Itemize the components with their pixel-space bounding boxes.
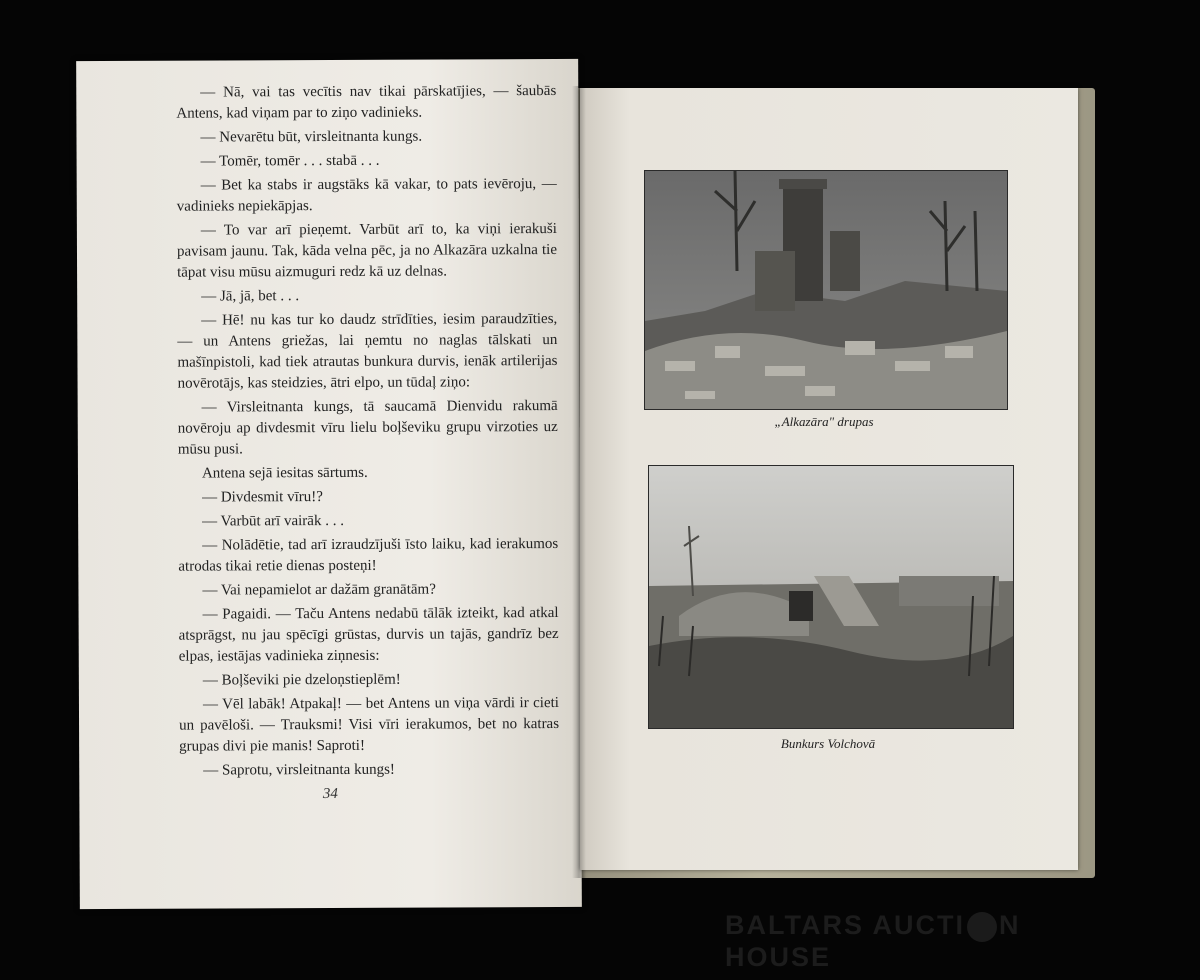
right-page [580, 88, 1078, 870]
text-paragraph: — Bet ka stabs ir augstāks kā vakar, to pats ievēroju, — vadinieks nepiekāpjas. [176, 176, 557, 215]
photo1-caption: „Alkazāra" drupas [774, 414, 874, 429]
text-paragraph: — Varbūt arī vairāk . . . [202, 512, 344, 530]
text-paragraph: — Tomēr, tomēr . . . stabā . . . [200, 152, 380, 170]
watermark-text-right: N HOUSE [725, 910, 1021, 972]
auction-watermark [725, 910, 1125, 973]
watermark-text-left: BALTARS AUCTI [725, 910, 965, 940]
text-paragraph: — Pagaidi. — Taču Antens nedabū tālāk izteikt, kad atkal atsprāgst, nu jau spēcīgi grūstas, durvis un tajās, gandrīz bez elpas, iestājas vadinieka ziņnesis: [178, 604, 559, 665]
watermark-logo-icon [967, 912, 997, 942]
left-page-text [176, 81, 559, 785]
book-gutter [572, 86, 586, 878]
text-paragraph: — Jā, jā, bet . . . [201, 288, 300, 305]
text-paragraph: — Nevarētu būt, virsleitnanta kungs. [200, 128, 423, 146]
photo-alkazara-ruins [644, 170, 1008, 410]
text-paragraph: — Hē! nu kas tur ko daudz strīdīties, iesim paraudzīties, — un Antens griežas, lai ņemtu no naglas tālskati un mašīnpistoli, kad tiek atrautas bunkura durvis, ienāk artilerijas novērotājs, kas steidzies, ātri elpo, un tūdaļ ziņo: [177, 311, 558, 392]
text-paragraph: — Saprotu, virsleitnanta kungs! [203, 761, 395, 779]
photo2-caption: Bunkurs Volchovā [780, 736, 876, 751]
text-paragraph: — Virsleitnanta kungs, tā saucamā Dienvidu rakumā novēroju ap divdesmit vīru lielu boļševiku grupu virzoties uz mūsu pusi. [177, 398, 558, 458]
text-paragraph: — To var arī pieņemt. Varbūt arī to, ka viņi ierakuši pavisam jaunu. Tak, kāda velna pēc, ja no Alkazāra uzkalna tie tāpat visu mūsu aizmuguri redz kā uz delnas. [176, 221, 558, 281]
photo-volchov-bunker [648, 465, 1014, 729]
text-paragraph: — Divdesmit vīru!? [202, 489, 323, 506]
text-paragraph: — Nā, vai tas vecītis nav tikai pārskatījies, — šaubās Antens, kad viņam par to ziņo vadinieks. [176, 83, 557, 122]
text-paragraph: Antena sejā iesitas sārtums. [201, 464, 368, 482]
text-paragraph: — Vēl labāk! Atpakaļ! — bet Antens un viņa vārdi ir cieti un pavēloši. — Trauksmi! Visi vīri ierakumos, bet no katras grupas divi pie manis! Saproti! [179, 694, 560, 755]
text-paragraph: — Boļševiki pie dzeloņstieplēm! [202, 671, 401, 689]
text-paragraph: — Nolādētie, tad arī izraudzījuši īsto laiku, kad ierakumos atrodas tikai retie dienas posteņi! [178, 536, 559, 575]
page-number: 34 [322, 785, 338, 803]
left-page [76, 59, 582, 909]
text-paragraph: — Vai nepamielot ar dažām granātām? [202, 581, 436, 599]
